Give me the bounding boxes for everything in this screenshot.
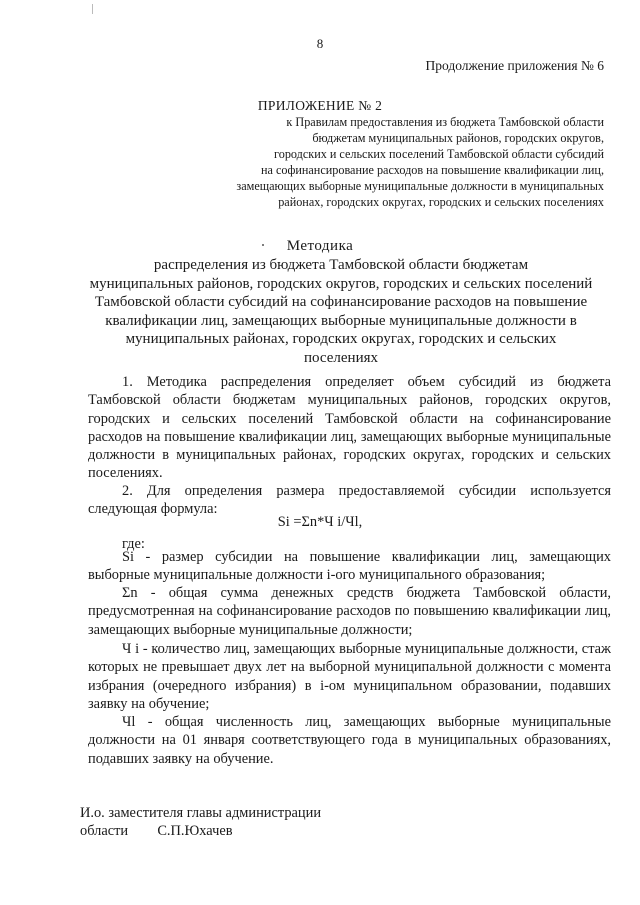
definition-chi: Ч i - количество лиц, замещающих выборные муниципальные должности, стаж которых не превышает двух лет на выборной муниципальной должности с момента избрания (очередного избрания) в i-ом муниципальном образовании, подавших заявку на обучение; bbox=[88, 641, 611, 712]
signature-region: области bbox=[80, 823, 129, 839]
methodology-line: квалификации лиц, замещающих выборные муниципальные должности в bbox=[105, 312, 577, 329]
rules-line: к Правилам предоставления из бюджета Тамбовской области bbox=[286, 115, 604, 129]
formula: Si =Σn*Ч i/Чl, bbox=[277, 514, 363, 530]
definition-sn: Σn - общая сумма денежных средств бюджета Тамбовской области, предусмотренная на софинансирование расходов по повышению квалификации лиц, замещающих выборные муниципальные должности; bbox=[88, 585, 611, 638]
paragraph-1: 1. Методика распределения определяет объем субсидий из бюджета Тамбовской области бюджетам муниципальных районов, городских округов, городских и сельских поселений Тамбовской области на софинансирование расходов на повышение квалификации лиц, замещающих выборные муниципальные должности в муниципальных районах, городских округах, городских и сельских поселениях. bbox=[88, 374, 611, 482]
rules-line: на софинансирование расходов на повышение квалификации лиц, bbox=[260, 163, 604, 177]
methodology-line: поселениях bbox=[304, 349, 378, 366]
signature-position: И.о. заместителя главы администрации bbox=[80, 805, 322, 821]
where-label: где: bbox=[122, 536, 145, 552]
methodology-subtitle bbox=[60, 256, 622, 367]
rules-line: районах, городских округах, городских и сельских поселениях bbox=[278, 195, 604, 209]
appendix-rules bbox=[184, 114, 604, 210]
methodology-title: Методика bbox=[286, 238, 354, 254]
methodology-line: муниципальных районов, городских округов, городских и сельских поселений bbox=[89, 275, 593, 292]
signature-name: С.П.Юхачев bbox=[157, 823, 233, 839]
appendix-title: ПРИЛОЖЕНИЕ № 2 bbox=[257, 98, 383, 113]
scan-mark bbox=[92, 4, 93, 14]
paragraph-2: 2. Для определения размера предоставляемой субсидии используется следующая формула: bbox=[88, 483, 611, 518]
definition-chl: Чl - общая численность лиц, замещающих выборные муниципальные должности на 01 января соответствующего года в муниципальных образованиях, подавших заявку на обучение. bbox=[88, 714, 611, 767]
rules-line: городских и сельских поселений Тамбовской области субсидий bbox=[274, 147, 604, 161]
page-number: 8 bbox=[316, 36, 324, 51]
signature-line bbox=[80, 823, 233, 840]
methodology-line: распределения из бюджета Тамбовской области бюджетам bbox=[153, 257, 529, 273]
rules-line: замещающих выборные муниципальные должности в муниципальных bbox=[236, 179, 604, 193]
definition-si: Si - размер субсидии на повышение квалификации лиц, замещающих выборные муниципальные должности i-ого муниципального образования; bbox=[88, 549, 611, 584]
methodology-line: Тамбовской области субсидий на софинансирование расходов на повышение bbox=[94, 294, 588, 310]
rules-line: бюджетам муниципальных районов, городских округов, bbox=[312, 131, 604, 145]
continuation-note: Продолжение приложения № 6 bbox=[425, 58, 604, 73]
methodology-line: муниципальных районах, городских округах, городских и сельских bbox=[125, 331, 557, 347]
